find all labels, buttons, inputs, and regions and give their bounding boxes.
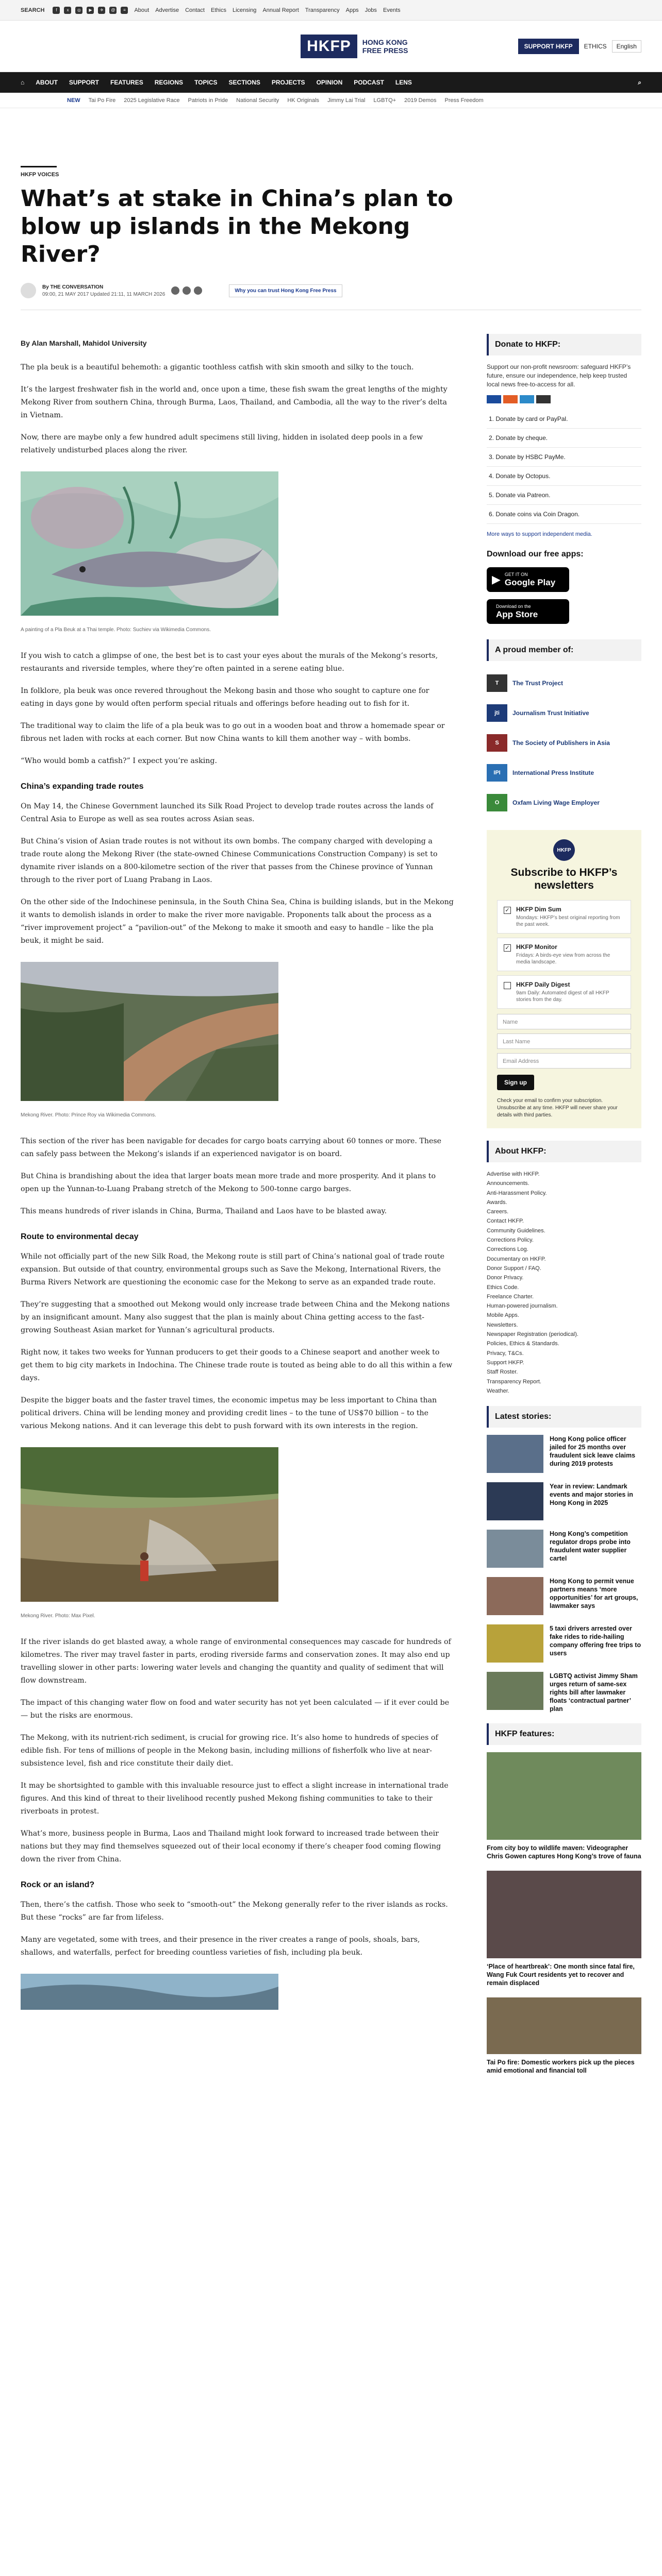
checkbox-icon[interactable]: [504, 982, 511, 989]
about-link[interactable]: Announcements.: [487, 1180, 529, 1187]
feature-story[interactable]: [487, 1752, 641, 1860]
latest-story[interactable]: [487, 1482, 641, 1520]
checkbox-checked-icon[interactable]: ✓: [504, 907, 511, 914]
newsletter-option[interactable]: [497, 975, 631, 1009]
newsletter-name: HKFP Daily Digest: [516, 981, 570, 988]
trending-link[interactable]: 2025 Legislative Race: [124, 97, 180, 104]
store-big: Google Play: [504, 577, 556, 587]
donate-options: [487, 410, 641, 524]
logo-line: FREE PRESS: [362, 46, 408, 55]
about-link[interactable]: Ethics Code.: [487, 1284, 519, 1291]
feature-title: ‘Place of heartbreak’: One month since fatal fire, Wang Fuk Court residents yet to recover and remain displaced: [487, 1963, 635, 1987]
donate-option[interactable]: 4. Donate by Octopus.: [487, 467, 641, 486]
nav-item[interactable]: PODCAST: [354, 79, 384, 86]
nav-item[interactable]: REGIONS: [154, 79, 184, 86]
utility-link[interactable]: Annual Report: [262, 7, 299, 13]
card-icon: [536, 395, 551, 403]
newsletter-info: [516, 906, 624, 928]
newsletter-desc: 9am Daily: Automated digest of all HKFP stories from the day.: [516, 990, 609, 1003]
about-link[interactable]: Contact HKFP.: [487, 1218, 524, 1225]
paragraph: If you wish to catch a glimpse of one, the best bet is to cast your eyes about the murals of the Mekong’s resorts, restaurants and riverside temples, where they’re often painted in a serene eating blue.: [21, 652, 438, 673]
trending-link[interactable]: LGBTQ+: [373, 97, 396, 104]
subheading: China’s expanding trade routes: [21, 782, 144, 791]
language-select[interactable]: English: [612, 40, 641, 53]
story-title: Hong Kong’s competition regulator drops probe into fraudulent water supplier cartel: [550, 1530, 631, 1563]
oxfam-icon: O: [487, 794, 507, 811]
trending-link[interactable]: National Security: [236, 97, 279, 104]
paragraph: The traditional way to claim the life of a pla beuk was to go out in a wooden boat and throw a homemade spear or fibrous net laden with rocks at each corner. But now China wants to kill them another way – with bombs.: [21, 722, 445, 743]
nav-item[interactable]: OPINION: [316, 79, 343, 86]
paragraph: Now, there are maybe only a few hundred adult specimens still living, hidden in isolated deep pools in a few relatively undisturbed places along the river.: [21, 433, 423, 454]
about-link[interactable]: Anti-Harassment Policy.: [487, 1190, 547, 1196]
about-link[interactable]: Corrections Log.: [487, 1246, 528, 1253]
story-thumbnail: [487, 1577, 543, 1615]
new-badge: NEW: [67, 97, 80, 104]
paragraph: Then, there’s the catfish. Those who seek to “smooth-out” the Mekong generally refer to the river islands as rocks. But these “rocks” are far from lifeless.: [21, 1901, 448, 1922]
about-link[interactable]: Donor Support / FAQ.: [487, 1265, 541, 1272]
newsletter-badge: HKFP: [553, 839, 575, 861]
telegram-icon[interactable]: ✈: [98, 7, 105, 14]
share-x-icon[interactable]: [183, 286, 191, 295]
paragraph: “Who would bomb a catfish?” I expect you’re asking.: [21, 757, 218, 765]
card-icon: [487, 395, 501, 403]
share-email-icon[interactable]: [194, 286, 202, 295]
x-icon[interactable]: x: [64, 7, 71, 14]
sopa-icon: S: [487, 734, 507, 752]
checkbox-checked-icon[interactable]: ✓: [504, 944, 511, 952]
latest-story[interactable]: [487, 1577, 641, 1615]
byline-dates: 09:00, 21 MAY 2017 Updated 21:11, 11 MARCH 2026: [42, 291, 166, 297]
feature-story[interactable]: [487, 1997, 641, 2075]
feature-image: [487, 1997, 641, 2054]
trust-button[interactable]: Why you can trust Hong Kong Free Press: [229, 284, 342, 297]
trending-link[interactable]: Patriots in Pride: [188, 97, 228, 104]
google-play-button[interactable]: [487, 567, 569, 592]
paragraph: The impact of this changing water flow on food and water security has not yet been calculated — if it ever could be — but the risks are enormous.: [21, 1699, 450, 1720]
story-thumbnail: [487, 1482, 543, 1520]
logo-line: HONG KONG: [362, 38, 408, 46]
latest-story[interactable]: [487, 1624, 641, 1663]
article-meta: [21, 283, 641, 298]
header-actions: [518, 39, 641, 54]
about-link[interactable]: Human-powered journalism.: [487, 1303, 558, 1310]
about-link[interactable]: Freelance Charter.: [487, 1293, 534, 1300]
member-logo[interactable]: [487, 758, 641, 788]
about-heading: About HKFP:: [487, 1141, 641, 1162]
article-authors[interactable]: By Alan Marshall, Mahidol University: [21, 339, 147, 347]
story-title: Hong Kong to permit venue partners means ‘more opportunities’ for art groups, lawmaker says: [550, 1578, 638, 1610]
donate-option[interactable]: 3. Donate by HSBC PayMe.: [487, 448, 641, 467]
trending-link[interactable]: 2019 Demos: [404, 97, 437, 104]
nav-item[interactable]: ABOUT: [36, 79, 58, 86]
newsletter-option[interactable]: [497, 900, 631, 934]
about-link[interactable]: Support HKFP.: [487, 1359, 524, 1366]
share-facebook-icon[interactable]: [171, 286, 179, 295]
logo-mark: HKFP: [301, 35, 357, 58]
utility-link[interactable]: Contact: [185, 7, 205, 13]
utility-links: [134, 7, 400, 13]
mekong-fisherman-image: [21, 1447, 278, 1602]
store-label: [496, 604, 538, 620]
byline: [42, 284, 165, 297]
story-title: Year in review: Landmark events and major stories in Hong Kong in 2025: [550, 1483, 633, 1507]
feature-image: [487, 1871, 641, 1958]
paragraph: It may be shortsighted to gamble with this invaluable resource just to effect a slight increase in international trade figures. And this kind of threat to their livelihood recently pushed Mekong fishing communities to take to their riverboats in protest.: [21, 1782, 449, 1816]
member-name: The Society of Publishers in Asia: [512, 739, 610, 747]
ipi-icon: IPI: [487, 764, 507, 782]
site-header: [0, 21, 662, 72]
utility-link[interactable]: Transparency: [305, 7, 340, 13]
feature-title: From city boy to wildlife maven: Videographer Chris Gowen captures Hong Kong’s trove of fauna: [487, 1844, 641, 1860]
section-rule: [21, 166, 57, 167]
nav-item[interactable]: FEATURES: [110, 79, 143, 86]
utility-link[interactable]: Ethics: [210, 7, 226, 13]
paragraph: But China’s vision of Asian trade routes is not without its own bombs. The company charged with developing a trade route along the Mekong River (the state-owned Chinese Communications Construction Company) is set to dynamite river islands on a 800-kilometre section of the river that passes from the Chinese province of Yunnan through to the river port of Luang Prabang in Laos.: [21, 837, 438, 884]
utility-link[interactable]: Events: [383, 7, 401, 13]
card-icon: [520, 395, 534, 403]
pla-beuk-painting-image: [21, 471, 278, 616]
latest-story[interactable]: [487, 1435, 641, 1473]
paragraph: While not officially part of the new Silk Road, the Mekong route is still part of China’s national goal of trade route expansion. But outside of that country, environmental groups such as Save the Mekong, International Rivers, the Burma Rivers Network are questioning the economic case for the Mekong to serve as an expanded trade route.: [21, 1252, 444, 1286]
newsletter-title: Subscribe to HKFP’s newsletters: [510, 867, 618, 891]
trending-link[interactable]: Tai Po Fire: [88, 97, 116, 104]
newsletter-option[interactable]: [497, 938, 631, 971]
story-thumbnail: [487, 1435, 543, 1473]
nav-item[interactable]: TOPICS: [194, 79, 218, 86]
paragraph: What’s more, business people in Burma, Laos and Thailand might look forward to increased trade between their nations but they may find themselves squeezed out of their local economy if there’s cheaper food coming flowing down the river from China.: [21, 1829, 441, 1863]
threads-icon[interactable]: @: [109, 7, 117, 14]
rss-icon[interactable]: ≡: [121, 7, 128, 14]
paragraph: On May 14, the Chinese Government launched its Silk Road Project to develop trade routes across the lands of Central Asia to Europe as well as sea routes across Asian seas.: [21, 802, 434, 823]
paragraph: They’re suggesting that a smoothed out Mekong would only increase trade between China and the Mekong nations by an insignificant amount. Many also suggest that the plan is mainly about China getting access to the fast-growing Southeast Asian market for Yunnan’s agricultural products.: [21, 1300, 450, 1334]
byline-author: By THE CONVERSATION: [42, 284, 104, 290]
utility-link[interactable]: About: [134, 7, 150, 13]
app-store-button[interactable]: [487, 599, 569, 624]
more-ways-link[interactable]: More ways to support independent media.: [487, 531, 592, 537]
river-rocks-image: [21, 1974, 278, 2010]
trending-link[interactable]: Press Freedom: [444, 97, 484, 104]
store-big: App Store: [496, 609, 538, 619]
article-body: [21, 315, 454, 2085]
search-link[interactable]: SEARCH: [21, 7, 45, 13]
member-name: Journalism Trust Initiative: [512, 709, 589, 717]
trending-link[interactable]: Jimmy Lai Trial: [327, 97, 366, 104]
about-link[interactable]: Newsletters.: [487, 1321, 518, 1328]
member-logo[interactable]: [487, 788, 641, 818]
about-link[interactable]: Donor Privacy.: [487, 1275, 524, 1281]
google-play-icon: ▶: [492, 573, 501, 586]
about-link[interactable]: Awards.: [487, 1199, 507, 1206]
member-logo[interactable]: [487, 728, 641, 758]
latest-heading: Latest stories:: [487, 1406, 641, 1428]
donate-option[interactable]: 6. Donate coins via Coin Dragon.: [487, 505, 641, 524]
author-avatar: [21, 283, 36, 298]
social-icons: [53, 7, 128, 14]
search-icon[interactable]: ⌕: [638, 78, 641, 86]
paragraph: This means hundreds of river islands in China, Burma, Thailand and Laos have to be blasted away.: [21, 1207, 387, 1215]
story-thumbnail: [487, 1624, 543, 1663]
home-icon[interactable]: ⌂: [21, 79, 25, 86]
about-link[interactable]: Careers.: [487, 1209, 509, 1215]
email-input[interactable]: Email Address: [497, 1053, 631, 1069]
member-name: Oxfam Living Wage Employer: [512, 799, 600, 806]
store-small: Download on the: [496, 603, 531, 609]
utility-link[interactable]: Jobs: [365, 7, 377, 13]
about-link[interactable]: Corrections Policy.: [487, 1237, 534, 1244]
utility-link[interactable]: Licensing: [232, 7, 257, 13]
newsletter-desc: Mondays: HKFP’s best original reporting from the past week.: [516, 915, 620, 927]
newsletter-name: HKFP Monitor: [516, 943, 557, 951]
member-name: International Press Institute: [512, 769, 594, 776]
section-label[interactable]: HKFP VOICES: [21, 172, 59, 178]
signup-button[interactable]: Sign up: [497, 1075, 534, 1090]
about-link[interactable]: Documentary on HKFP.: [487, 1256, 546, 1262]
about-link[interactable]: Policies, Ethics & Standards.: [487, 1341, 559, 1347]
content-area: [0, 315, 662, 2085]
donate-text: Support our non-profit newsroom: safeguard HKFP’s future, ensure our independence, help keep trusted local news free-to-access for all.: [487, 363, 631, 388]
feature-image: [487, 1752, 641, 1840]
about-link[interactable]: Advertise with HKFP.: [487, 1171, 540, 1177]
jti-icon: jti: [487, 704, 507, 722]
feature-title: Tai Po fire: Domestic workers pick up the pieces amid emotional and financial toll: [487, 2059, 635, 2075]
utility-bar: [0, 0, 662, 21]
store-small: GET IT ON: [504, 571, 528, 577]
youtube-icon[interactable]: ▶: [87, 7, 94, 14]
story-thumbnail: [487, 1530, 543, 1568]
mekong-aerial-image: [21, 962, 278, 1101]
newsletter-info: [516, 943, 624, 965]
sidebar: [487, 334, 641, 2085]
paragraph: The Mekong, with its nutrient-rich sediment, is crucial for growing rice. It’s also home to hundreds of species of edible fish. For tens of millions of people in the Mekong basin, including millions of fisherfolk who live at near-subsistence level, fish and rice constitute their daily diet.: [21, 1734, 438, 1768]
newsletter-desc: Fridays: A birds-eye view from across the media landscape.: [516, 953, 610, 965]
member-name: The Trust Project: [512, 680, 564, 687]
utility-link[interactable]: Advertise: [155, 7, 179, 13]
support-button[interactable]: SUPPORT HKFP: [518, 39, 579, 54]
about-link[interactable]: Weather.: [487, 1387, 509, 1394]
site-logo[interactable]: [301, 35, 408, 58]
last-name-input[interactable]: Last Name: [497, 1033, 631, 1049]
main-nav: [0, 72, 662, 93]
member-logo[interactable]: [487, 698, 641, 728]
payment-icons: [487, 395, 641, 403]
about-links: [487, 1170, 641, 1396]
paragraph: It’s the largest freshwater fish in the world and, once upon a time, these fish swam the great lengths of the mighty Mekong River from southern China, through Burma, Laos, Thailand, and Cambodia, all the way to the river’s delta in Vietnam.: [21, 385, 448, 419]
donate-option[interactable]: 5. Donate via Patreon.: [487, 486, 641, 505]
paragraph: In folklore, pla beuk was once revered throughout the Mekong basin and those who sought to capture one for eating in days gone by would often perform special rituals and offerings before heading out to fish for it.: [21, 687, 429, 708]
trust-project-icon: T: [487, 674, 507, 692]
image-caption: A painting of a Pla Beuk at a Thai temple. Photo: Suchiev via Wikimedia Commons.: [21, 627, 211, 633]
newsletter-box: [487, 830, 641, 1128]
member-heading: A proud member of:: [487, 639, 641, 661]
name-input[interactable]: Name: [497, 1014, 631, 1029]
ethics-link[interactable]: ETHICS: [584, 42, 607, 50]
member-logo[interactable]: [487, 668, 641, 698]
feature-story[interactable]: [487, 1871, 641, 1987]
paragraph: But China is brandishing about the idea that larger boats mean more trade and more prosperity. And it plans to open up the Yunnan-to-Luang Prabang stretch of the Mekong to 500-tonne cargo barges.: [21, 1172, 436, 1193]
about-link[interactable]: Privacy, T&Cs.: [487, 1350, 524, 1357]
paragraph: Many are vegetated, some with trees, and their presence in the river creates a range of pools, shoals, bars, shallows, and waterfalls, perfect for breeding countless varieties of fish, including pla beuk.: [21, 1936, 420, 1957]
donate-option[interactable]: 1. Donate by card or PayPal.: [487, 410, 641, 429]
share-icons: [171, 286, 202, 295]
story-title: Hong Kong police officer jailed for 25 months over fraudulent sick leave claims during 2019 protests: [550, 1435, 636, 1468]
logo-text: [362, 38, 408, 55]
paragraph: On the other side of the Indochinese peninsula, in the South China Sea, China is building islands, but in the Mekong it wants to demolish islands in order to make the river more navigable. Proponents talk about the process as a “river improvement project” a “pavilion-out” of the Mekong to make it smooth and easy to handle – like the pla beuk, it might be said.: [21, 898, 454, 945]
subheading: Route to environmental decay: [21, 1232, 139, 1241]
about-link[interactable]: Community Guidelines.: [487, 1227, 545, 1234]
newsletter-info: [516, 981, 624, 1003]
image-caption: Mekong River. Photo: Max Pixel.: [21, 1613, 95, 1619]
paragraph: This section of the river has been navigable for decades for cargo boats carrying about 60 tonnes or more. These can safely pass between the Mekong’s islands if an experienced navigator is on board.: [21, 1137, 442, 1158]
trending-link[interactable]: HK Originals: [287, 97, 320, 104]
newsletter-fineprint: Check your email to confirm your subscription. Unsubscribe at any time. HKFP will never share your details with third parties.: [497, 1098, 618, 1118]
donate-option[interactable]: 2. Donate by cheque.: [487, 429, 641, 448]
card-icon: [503, 395, 518, 403]
facebook-icon[interactable]: f: [53, 7, 60, 14]
about-link[interactable]: Staff Roster.: [487, 1369, 518, 1376]
instagram-icon[interactable]: ◎: [75, 7, 82, 14]
about-link[interactable]: Transparency Report.: [487, 1378, 541, 1385]
about-link[interactable]: Newspaper Registration (periodical).: [487, 1331, 578, 1338]
article-title: What’s at stake in China’s plan to blow up islands in the Mekong River?: [21, 185, 453, 267]
nav-item[interactable]: SECTIONS: [228, 79, 260, 86]
subheading: Rock or an island?: [21, 1880, 95, 1889]
latest-story[interactable]: [487, 1672, 641, 1713]
story-title: LGBTQ activist Jimmy Sham urges return of same-sex rights bill after lawmaker floats ‘contractual partner’ plan: [550, 1672, 638, 1713]
paragraph: Right now, it takes two weeks for Yunnan producers to get their goods to a Chinese seaport and another week to get them to big city markets in Indochina. The Chinese trade route is touted as being able to do all this within a few days.: [21, 1348, 453, 1382]
apps-heading: Download our free apps:: [487, 550, 584, 558]
image-caption: Mekong River. Photo: Prince Roy via Wikimedia Commons.: [21, 1112, 156, 1118]
about-link[interactable]: Mobile Apps.: [487, 1312, 519, 1319]
nav-item[interactable]: LENS: [395, 79, 412, 86]
newsletter-name: HKFP Dim Sum: [516, 906, 561, 913]
trending-bar: [0, 93, 662, 108]
donate-heading: Donate to HKFP:: [487, 334, 641, 355]
story-title: 5 taxi drivers arrested over fake rides to ride-hailing company offering free trips to users: [550, 1625, 641, 1657]
paragraph: The pla beuk is a beautiful behemoth: a gigantic toothless catfish with skin smooth and silky to the touch.: [21, 363, 414, 371]
utility-link[interactable]: Apps: [345, 7, 359, 13]
story-thumbnail: [487, 1672, 543, 1710]
paragraph: If the river islands do get blasted away, a whole range of environmental consequences may cascade for hundreds of kilometres. The river may travel faster in parts, eroding riverside farms and conservation zones. It may also end up travelling slower in other parts: lowering water levels and changing the quantity and quality of sediment that will flow downstream.: [21, 1638, 451, 1685]
latest-story[interactable]: [487, 1530, 641, 1568]
store-label: [505, 572, 555, 588]
paragraph: Despite the bigger boats and the faster travel times, the economic impetus may be less important to China than political drivers. China will be lending money and providing credit lines – to the tune of US$70 billion – to the various Mekong nations. And it can leverage this debt to push forward with its own interests in the region.: [21, 1396, 437, 1430]
features-heading: HKFP features:: [487, 1723, 641, 1745]
nav-item[interactable]: SUPPORT: [69, 79, 99, 86]
nav-item[interactable]: PROJECTS: [271, 79, 305, 86]
